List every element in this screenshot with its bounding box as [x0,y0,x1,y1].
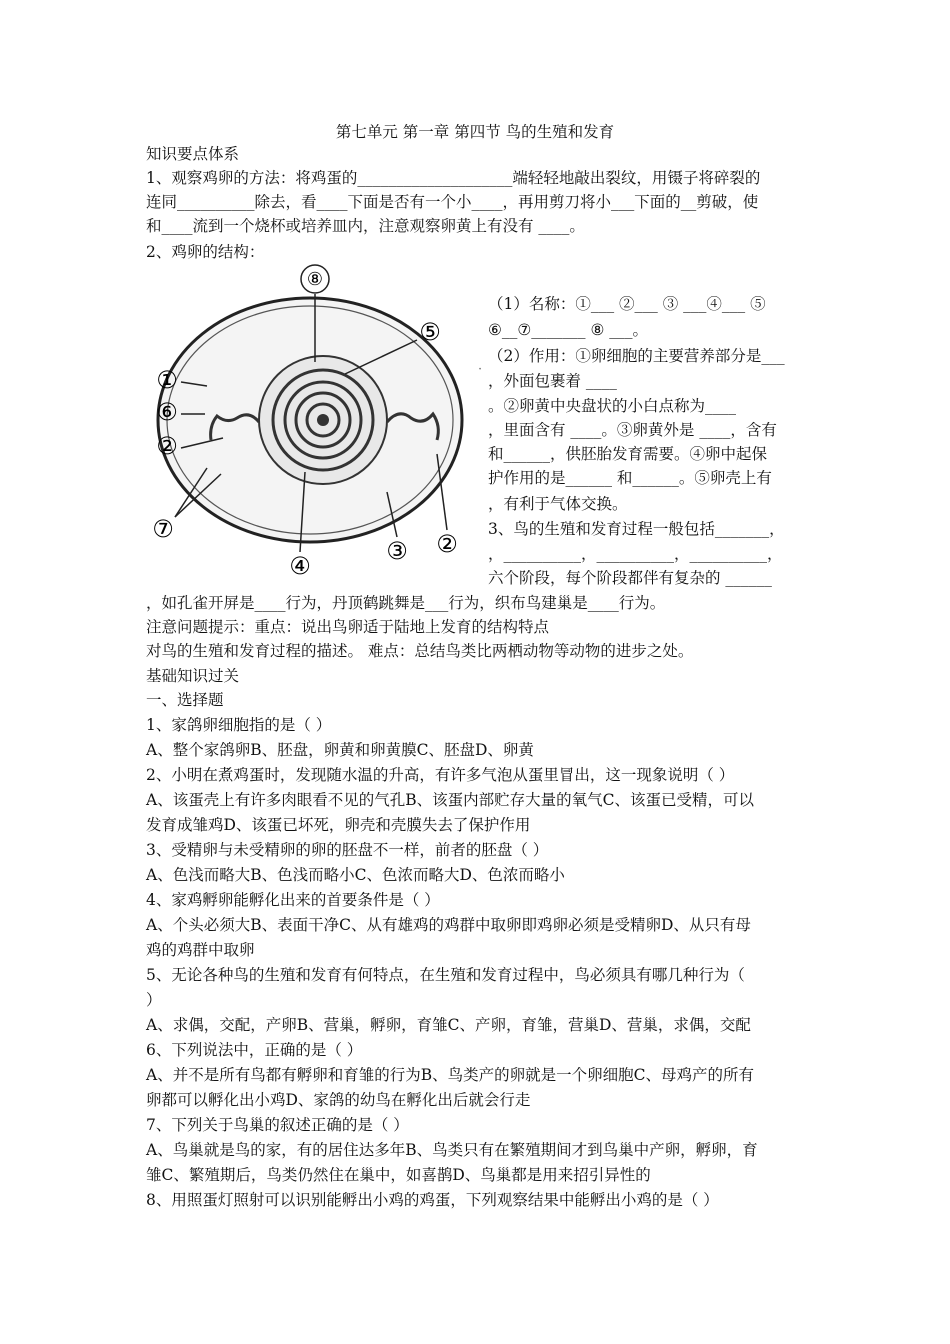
text-line: ，里面含有 ____。③卵黄外是 ____，含有 [488,421,777,439]
label-6: ⑥ [156,398,178,426]
text-line: 1、观察鸡卵的方法：将鸡蛋的____________________端轻轻地敲出裂纹，用镊子将碎裂的 [146,169,761,187]
text-line: ，__________，__________，__________， [488,545,783,563]
option-line: A、整个家鸽卵B、胚盘，卵黄和卵黄膜C、胚盘D、卵黄 [146,741,534,759]
text-line: 。②卵黄中央盘状的小白点称为____ [488,397,737,415]
egg-structure-diagram [145,262,475,582]
text-line: （2）作用：①卵细胞的主要营养部分是___ [488,347,785,365]
option-line: A、该蛋壳上有许多肉眼看不见的气孔B、该蛋内部贮存大量的氧气C、该蛋已受精，可以 [146,791,754,809]
label-7: ⑦ [152,515,174,543]
option-line: A、并不是所有鸟都有孵卵和育雏的行为B、鸟类产的卵就是一个卵细胞C、母鸡产的所有 [146,1066,754,1084]
page-title: 第七单元 第一章 第四节 鸟的生殖和发育 [335,123,615,141]
question-line: 7、下列关于鸟巢的叙述正确的是（ ） [146,1116,409,1134]
text-line: （1）名称：①___ ②___ ③ ___④___ ⑤ [488,295,766,313]
section-heading: 一、选择题 [146,691,224,709]
text-line: 注意问题提示：重点：说出鸟卵适于陆地上发育的结构特点 [146,618,550,636]
option-line: 鸡的鸡群中取卵 [146,941,255,959]
option-line: 卵都可以孵化出小鸡D、家鸽的幼鸟在孵化出后就会行走 [146,1091,531,1109]
option-line: A、色浅而略大B、色浅而略小C、色浓而略大D、色浓而略小 [146,866,565,884]
margin-mark: · [478,362,483,377]
text-line: ，有利于气体交换。 [488,495,628,513]
question-line: ） [146,991,162,1009]
section-heading: 知识要点体系 [146,145,240,163]
text-line: 2、鸡卵的结构： [146,243,265,261]
question-line: 8、用照蛋灯照射可以识别能孵出小鸡的鸡蛋，下列观察结果中能孵出小鸡的是（ ） [146,1191,719,1209]
label-4: ④ [289,552,311,580]
label-2-right: ② [436,530,458,558]
label-8: ⑧ [306,269,324,290]
question-line: 6、下列说法中，正确的是（ ） [146,1041,363,1059]
text-line: ，外面包裹着 ____ [488,372,617,390]
text-line: 和______，供胚胎发育需要。④卵中起保 [488,445,768,463]
text-line: ⑥__⑦_______ ⑧ ___。 [488,321,649,339]
option-line: A、求偶，交配，产卵B、营巢，孵卵，育雏C、产卵，育雏，营巢D、营巢，求偶，交配 [146,1016,751,1034]
option-line: 发育成雏鸡D、该蛋已坏死，卵壳和壳膜失去了保护作用 [146,816,531,834]
text-line: 六个阶段，每个阶段都伴有复杂的 ______ [488,569,772,587]
option-line: 雏C、繁殖期后，鸟类仍然住在巢中，如喜鹊D、鸟巢都是用来招引异性的 [146,1166,651,1184]
yolk-center [317,414,329,426]
text-line: 连同__________除去，看____下面是否有一个小____，再用剪刀将小___下面的__剪破，使 [146,193,759,211]
option-line: A、鸟巢就是鸟的家，有的居住达多年B、鸟类只有在繁殖期间才到鸟巢中产卵，孵卵，育 [146,1141,758,1159]
text-line: 和____流到一个烧杯或培养皿内，注意观察卵黄上有没有 ____。 [146,217,585,235]
label-5: ⑤ [419,318,441,346]
section-heading: 基础知识过关 [146,667,240,685]
text-line: 对鸟的生殖和发育过程的描述。 难点：总结鸟类比两栖动物等动物的进步之处。 [146,642,694,660]
question-line: 1、家鸽卵细胞指的是（ ） [146,716,332,734]
question-line: 5、无论各种鸟的生殖和发育有何特点，在生殖和发育过程中，鸟必须具有哪几种行为（ [146,966,745,984]
text-line: 3、鸟的生殖和发育过程一般包括_______， [488,520,785,538]
option-line: A、个头必须大B、表面干净C、从有雄鸡的鸡群中取卵即鸡卵必须是受精卵D、从只有母 [146,916,751,934]
text-line: ，如孔雀开屏是____行为，丹顶鹤跳舞是___行为，织布鸟建巢是____行为。 [146,594,666,612]
question-line: 2、小明在煮鸡蛋时，发现随水温的升高，有许多气泡从蛋里冒出，这一现象说明（ ） [146,766,735,784]
label-2-left: ② [156,432,178,460]
question-line: 4、家鸡孵卵能孵化出来的首要条件是（ ） [146,891,440,909]
text-line: 护作用的是______ 和______。⑤卵壳上有 [488,469,772,487]
label-3: ③ [386,537,408,565]
label-1: ① [156,366,178,394]
question-line: 3、受精卵与未受精卵的卵的胚盘不一样，前者的胚盘（ ） [146,841,549,859]
